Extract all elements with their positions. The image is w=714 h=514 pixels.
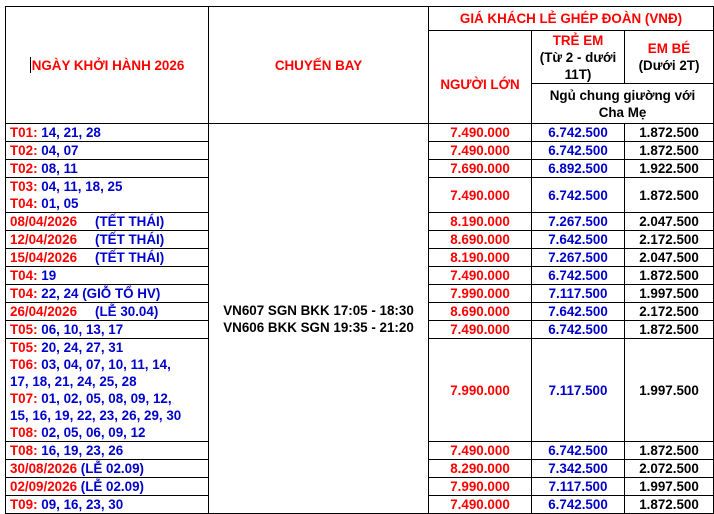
holiday-note: (TẾT THÁI)	[95, 214, 165, 229]
month-prefix: T05:	[10, 340, 38, 355]
header-share-bed-line-1: Ngủ chung giường với	[549, 87, 696, 103]
dates-text: 19	[37, 268, 57, 283]
price-child: 6.742.500	[532, 142, 625, 160]
date-prefix: 15/04/2026	[10, 250, 78, 265]
month-prefix: T02:	[10, 143, 38, 158]
header-infant-sub: (Dưới 2T)	[638, 58, 700, 73]
month-prefix: T09:	[10, 497, 38, 512]
price-infant: 1.872.500	[625, 178, 714, 213]
header-flight: CHUYẾN BAY	[209, 7, 429, 124]
month-prefix: T04:	[10, 196, 38, 211]
header-departure-date-label: NGÀY KHỞI HÀNH 2026	[31, 57, 185, 73]
price-child: 7.267.500	[532, 213, 625, 231]
price-child: 7.117.500	[532, 478, 625, 496]
price-child: 7.117.500	[532, 285, 625, 303]
departure-dates	[6, 213, 209, 231]
header-share-bed	[532, 84, 714, 124]
dates-text: 09, 16, 23, 30	[37, 497, 124, 512]
departure-dates	[6, 160, 209, 178]
dates-text: 02, 05, 06, 09, 12	[37, 425, 146, 440]
price-adult: 8.190.000	[429, 249, 532, 267]
price-infant: 1.872.500	[625, 496, 714, 514]
departure-dates	[6, 460, 209, 478]
flight-outbound: VN607 SGN BKK 17:05 - 18:30	[223, 302, 414, 318]
month-prefix: T04:	[10, 268, 38, 283]
dates-text: 14, 21, 28	[37, 125, 101, 140]
month-prefix: T03:	[10, 179, 38, 194]
month-prefix: T05:	[10, 322, 38, 337]
price-child: 6.742.500	[532, 321, 625, 339]
departure-dates	[6, 124, 209, 142]
price-child: 7.642.500	[532, 231, 625, 249]
dates-text: 03, 04, 07, 10, 11, 14,	[37, 357, 171, 372]
departure-dates	[6, 321, 209, 339]
dates-text: 01, 05	[37, 196, 79, 211]
price-infant: 2.047.500	[625, 213, 714, 231]
header-child-sub-1: (Từ 2 - dưới	[539, 49, 617, 65]
dates-text: 20, 24, 27, 31	[37, 340, 124, 355]
date-prefix: 26/04/2026	[10, 304, 78, 319]
departure-dates	[6, 478, 209, 496]
header-infant	[625, 31, 714, 84]
price-adult: 7.490.000	[429, 496, 532, 514]
flight-info	[209, 124, 429, 514]
dates-text: 06, 10, 13, 17	[37, 322, 124, 337]
price-infant: 1.997.500	[625, 339, 714, 442]
price-infant: 2.172.500	[625, 231, 714, 249]
departure-dates	[6, 496, 209, 514]
price-child: 7.642.500	[532, 303, 625, 321]
header-price-group: GIÁ KHÁCH LẺ GHÉP ĐOÀN (VNĐ)	[429, 7, 714, 31]
price-infant: 1.872.500	[625, 321, 714, 339]
price-adult: 8.690.000	[429, 303, 532, 321]
price-child: 6.892.500	[532, 160, 625, 178]
month-prefix: T08:	[10, 443, 38, 458]
month-prefix: T04:	[10, 286, 38, 301]
price-adult: 7.490.000	[429, 178, 532, 213]
price-infant: 2.072.500	[625, 460, 714, 478]
price-infant: 1.872.500	[625, 142, 714, 160]
price-infant: 2.047.500	[625, 249, 714, 267]
price-child: 6.742.500	[532, 124, 625, 142]
price-adult: 7.490.000	[429, 442, 532, 460]
price-child: 6.742.500	[532, 442, 625, 460]
date-prefix: 12/04/2026	[10, 232, 78, 247]
date-prefix: 02/09/2026	[10, 479, 78, 494]
price-infant: 1.997.500	[625, 285, 714, 303]
holiday-note: (LỄ 30.04)	[95, 304, 159, 319]
departure-dates	[6, 231, 209, 249]
price-adult: 7.990.000	[429, 285, 532, 303]
price-child: 7.342.500	[532, 460, 625, 478]
departure-dates	[6, 267, 209, 285]
price-adult: 7.990.000	[429, 478, 532, 496]
dates-text: 22, 24 (GIỖ TỔ HV)	[37, 286, 161, 301]
date-prefix: 08/04/2026	[10, 214, 78, 229]
header-child	[532, 31, 625, 84]
price-child: 7.267.500	[532, 249, 625, 267]
dates-text: 15, 16, 19, 22, 23, 26, 29, 30	[10, 408, 182, 423]
dates-text: 01, 02, 05, 08, 09, 12,	[37, 391, 172, 406]
price-adult: 8.190.000	[429, 213, 532, 231]
dates-text: 08, 11	[37, 161, 78, 176]
month-prefix: T06:	[10, 357, 38, 372]
price-infant: 1.922.500	[625, 160, 714, 178]
month-prefix: T08:	[10, 425, 38, 440]
price-adult: 8.690.000	[429, 231, 532, 249]
header-infant-title: EM BÉ	[647, 41, 691, 56]
date-prefix: 30/08/2026	[10, 461, 78, 476]
month-prefix: T02:	[10, 161, 38, 176]
price-infant: 1.872.500	[625, 442, 714, 460]
departure-dates	[6, 178, 209, 213]
price-adult: 8.290.000	[429, 460, 532, 478]
price-adult: 7.490.000	[429, 142, 532, 160]
price-infant: 1.872.500	[625, 124, 714, 142]
price-infant: 1.872.500	[625, 267, 714, 285]
header-departure-date	[6, 7, 209, 124]
holiday-note: (LỄ 02.09)	[77, 461, 145, 476]
departure-dates	[6, 249, 209, 267]
price-adult: 7.690.000	[429, 160, 532, 178]
price-infant: 2.172.500	[625, 303, 714, 321]
header-share-bed-line-2: Cha Mẹ	[598, 104, 647, 120]
month-prefix: T07:	[10, 391, 38, 406]
price-child: 7.117.500	[532, 339, 625, 442]
dates-text: 17, 18, 21, 24, 25, 28	[10, 374, 137, 389]
price-child: 6.742.500	[532, 178, 625, 213]
price-adult: 7.490.000	[429, 267, 532, 285]
dates-text: 16, 19, 23, 26	[37, 443, 124, 458]
holiday-note: (LỄ 02.09)	[77, 479, 145, 494]
text-cursor	[30, 57, 31, 73]
price-adult: 7.490.000	[429, 321, 532, 339]
holiday-note: (TẾT THÁI)	[95, 250, 165, 265]
departure-dates	[6, 285, 209, 303]
holiday-note: (TẾT THÁI)	[95, 232, 165, 247]
departure-dates	[6, 442, 209, 460]
month-prefix: T01:	[10, 125, 38, 140]
price-child: 6.742.500	[532, 267, 625, 285]
table-row	[6, 124, 714, 142]
price-child: 6.742.500	[532, 496, 625, 514]
price-adult: 7.490.000	[429, 124, 532, 142]
header-adult: NGƯỜI LỚN	[429, 31, 532, 124]
departure-dates	[6, 303, 209, 321]
dates-text: 04, 11, 18, 25	[37, 179, 123, 194]
price-adult: 7.990.000	[429, 339, 532, 442]
tour-price-table	[5, 6, 714, 514]
price-infant: 1.997.500	[625, 478, 714, 496]
header-child-title: TRẺ EM	[552, 32, 604, 48]
header-child-sub-2: 11T)	[564, 66, 592, 82]
dates-text: 04, 07	[37, 143, 79, 158]
departure-dates	[6, 142, 209, 160]
flight-return: VN606 BKK SGN 19:35 - 21:20	[223, 319, 414, 335]
departure-dates	[6, 339, 209, 442]
